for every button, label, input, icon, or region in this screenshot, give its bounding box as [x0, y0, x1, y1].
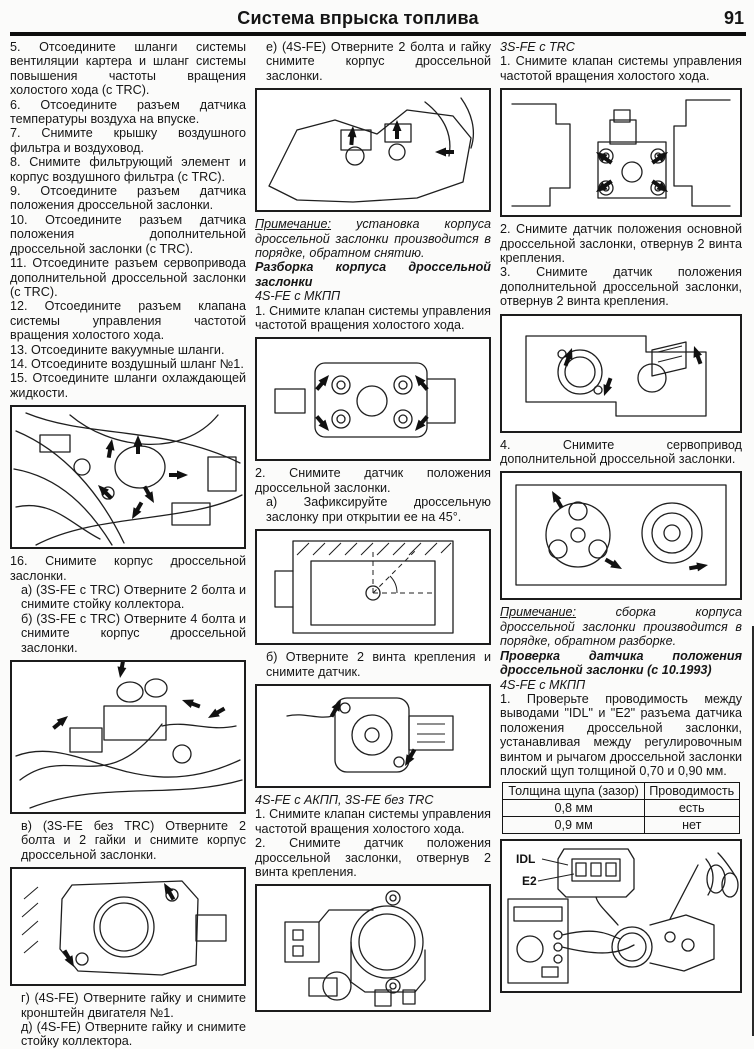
step-paragraph: 1. Проверьте проводимость между выводами "IDL" и "Е2" разъема датчика положения дроссельной заслонки, устанавливая между регулировочным винтом и рычагом дроссельной заслонки плоский щуп толщиной 0,70 и 0,90 мм. — [500, 691, 742, 778]
sub-throttle-sensor-figure — [500, 314, 742, 433]
column-middle — [255, 40, 491, 1049]
throttle-body-bolts-figure — [10, 660, 246, 814]
variant-subheading: 4S-FE с АКПП, 3S-FE без TRC — [255, 792, 434, 807]
table-header-continuity: Проводимость — [644, 783, 739, 800]
e2-terminal-label: E2 — [522, 874, 537, 889]
note-paragraph — [500, 605, 742, 648]
step-paragraph: 2. Снимите датчик положения основной дроссельной заслонки, отвернув 2 винта крепления. — [500, 222, 742, 266]
note-label: Примечание: — [255, 217, 332, 232]
column-right — [500, 40, 742, 1049]
idl-terminal-label: IDL — [516, 852, 536, 867]
section-heading: Разборка корпуса дроссельной заслонки — [255, 260, 491, 289]
variant-subheading: 4S-FE с МКПП — [500, 677, 586, 692]
throttle-cross-section-figure — [255, 529, 491, 645]
step-paragraph: 9. Отсоедините разъем датчика положения дроссельной заслонки. — [10, 184, 246, 213]
step-paragraph: 4. Снимите сервопривод дополнительной дроссельной заслонки. — [500, 437, 742, 467]
variant-subheading: 4S-FE с МКПП — [255, 289, 341, 304]
step-paragraph: 7. Снимите крышку воздушного фильтра и воздуховод. — [10, 126, 246, 155]
step-paragraph: 14. Отсоедините воздушный шланг №1. — [10, 356, 244, 371]
step-paragraph: 6. Отсоедините разъем датчика температуры воздуха на впуске. — [10, 97, 246, 127]
step-paragraph: 2. Снимите датчик положения дроссельной заслонки. — [255, 466, 491, 495]
step-paragraph: 1. Снимите клапан системы управления частотой вращения холостого хода. — [255, 807, 491, 836]
isc-valve-top-view-figure — [255, 337, 491, 461]
table-cell: 0,9 мм — [503, 817, 644, 834]
manifold-removal-figure — [255, 88, 491, 212]
sensor-front-view-figure — [255, 884, 491, 1012]
substep-paragraph: г) (4S-FE) Отверните гайку и снимите кронштейн двигателя №1. — [21, 991, 246, 1020]
step-paragraph: 5. Отсоедините шланги системы вентиляции картера и шланг системы повышения частоты вращения холостого хода (с TRC). — [10, 40, 246, 98]
step-paragraph: 1. Снимите клапан системы управления частотой вращения холостого хода. — [255, 303, 491, 333]
note-text: сборка корпуса дроссельной заслонки производится в порядке, обратном разборке. — [500, 605, 742, 649]
table-header-thickness: Толщина щупа (зазор) — [503, 783, 644, 800]
step-paragraph: 8. Снимите фильтрующий элемент и корпус воздушного фильтра (с TRC). — [10, 155, 246, 184]
sub-throttle-servo-figure — [500, 471, 742, 600]
section-heading: Проверка датчика положения дроссельной заслонки (с 10.1993) — [500, 648, 742, 678]
isc-valve-four-screws-figure — [500, 88, 742, 217]
page-title: Система впрыска топлива — [237, 8, 479, 28]
engine-compartment-hoses-figure — [10, 405, 246, 549]
table-row — [503, 817, 739, 834]
step-paragraph: 15. Отсоедините шланги охлаждающей жидкости. — [10, 371, 246, 400]
note-text: установка корпуса дроссельной заслонки производится в порядке, обратном снятию. — [255, 217, 491, 261]
substep-paragraph: д) (4S-FE) Отверните гайку и снимите стойку коллектора. — [21, 1020, 246, 1049]
step-paragraph: 3. Снимите датчик положения дополнительной дроссельной заслонки, отвернув 2 винта крепления. — [500, 265, 742, 309]
variant-subheading: 3S-FE с TRC — [500, 40, 575, 54]
step-paragraph: 10. Отсоедините разъем датчика положения дополнительной дроссельной заслонки (с TRC). — [10, 212, 246, 256]
table-cell: 0,8 мм — [503, 800, 644, 817]
table-row — [503, 800, 739, 817]
substep-paragraph: б) (3S-FE с TRC) Отверните 4 болта и снимите корпус дроссельной заслонки. — [21, 611, 246, 655]
step-paragraph: 1. Снимите клапан системы управления частотой вращения холостого хода. — [500, 54, 742, 83]
step-paragraph: 16. Снимите корпус дроссельной заслонки. — [10, 554, 246, 583]
substep-paragraph: е) (4S-FE) Отверните 2 болта и гайку снимите корпус дроссельной заслонки. — [266, 40, 491, 83]
columns — [10, 40, 746, 1049]
note-paragraph — [255, 217, 491, 260]
substep-paragraph: в) (3S-FE без TRC) Отверните 2 болта и 2 гайки и снимите корпус дроссельной заслонки. — [21, 819, 246, 862]
continuity-check-multimeter-figure — [500, 839, 742, 993]
step-paragraph: 12. Отсоедините разъем клапана системы управления частотой вращения холостого хода. — [10, 299, 246, 343]
page-number: 91 — [723, 8, 744, 28]
note-label: Примечание: — [500, 605, 577, 620]
feeler-gauge-table — [502, 782, 739, 834]
table-cell: нет — [644, 817, 739, 834]
table-cell: есть — [644, 800, 739, 817]
step-paragraph: 2. Снимите датчик положения дроссельной заслонки, отвернув 2 винта крепления. — [255, 836, 491, 879]
throttle-position-sensor-figure — [255, 684, 491, 788]
page-header — [10, 6, 746, 36]
substep-paragraph: б) Отверните 2 винта крепления и снимите датчик. — [266, 650, 491, 679]
throttle-body-bore-figure — [10, 867, 246, 986]
step-paragraph: 13. Отсоедините вакуумные шланги. — [10, 342, 225, 357]
substep-paragraph: а) (3S-FE с TRC) Отверните 2 болта и снимите стойку коллектора. — [21, 582, 246, 612]
substep-paragraph: а) Зафиксируйте дроссельную заслонку при открытии ее на 45°. — [266, 495, 491, 524]
column-left — [10, 40, 246, 1049]
step-paragraph: 11. Отсоедините разъем сервопривода дополнительной дроссельной заслонки (с TRC). — [10, 256, 246, 299]
